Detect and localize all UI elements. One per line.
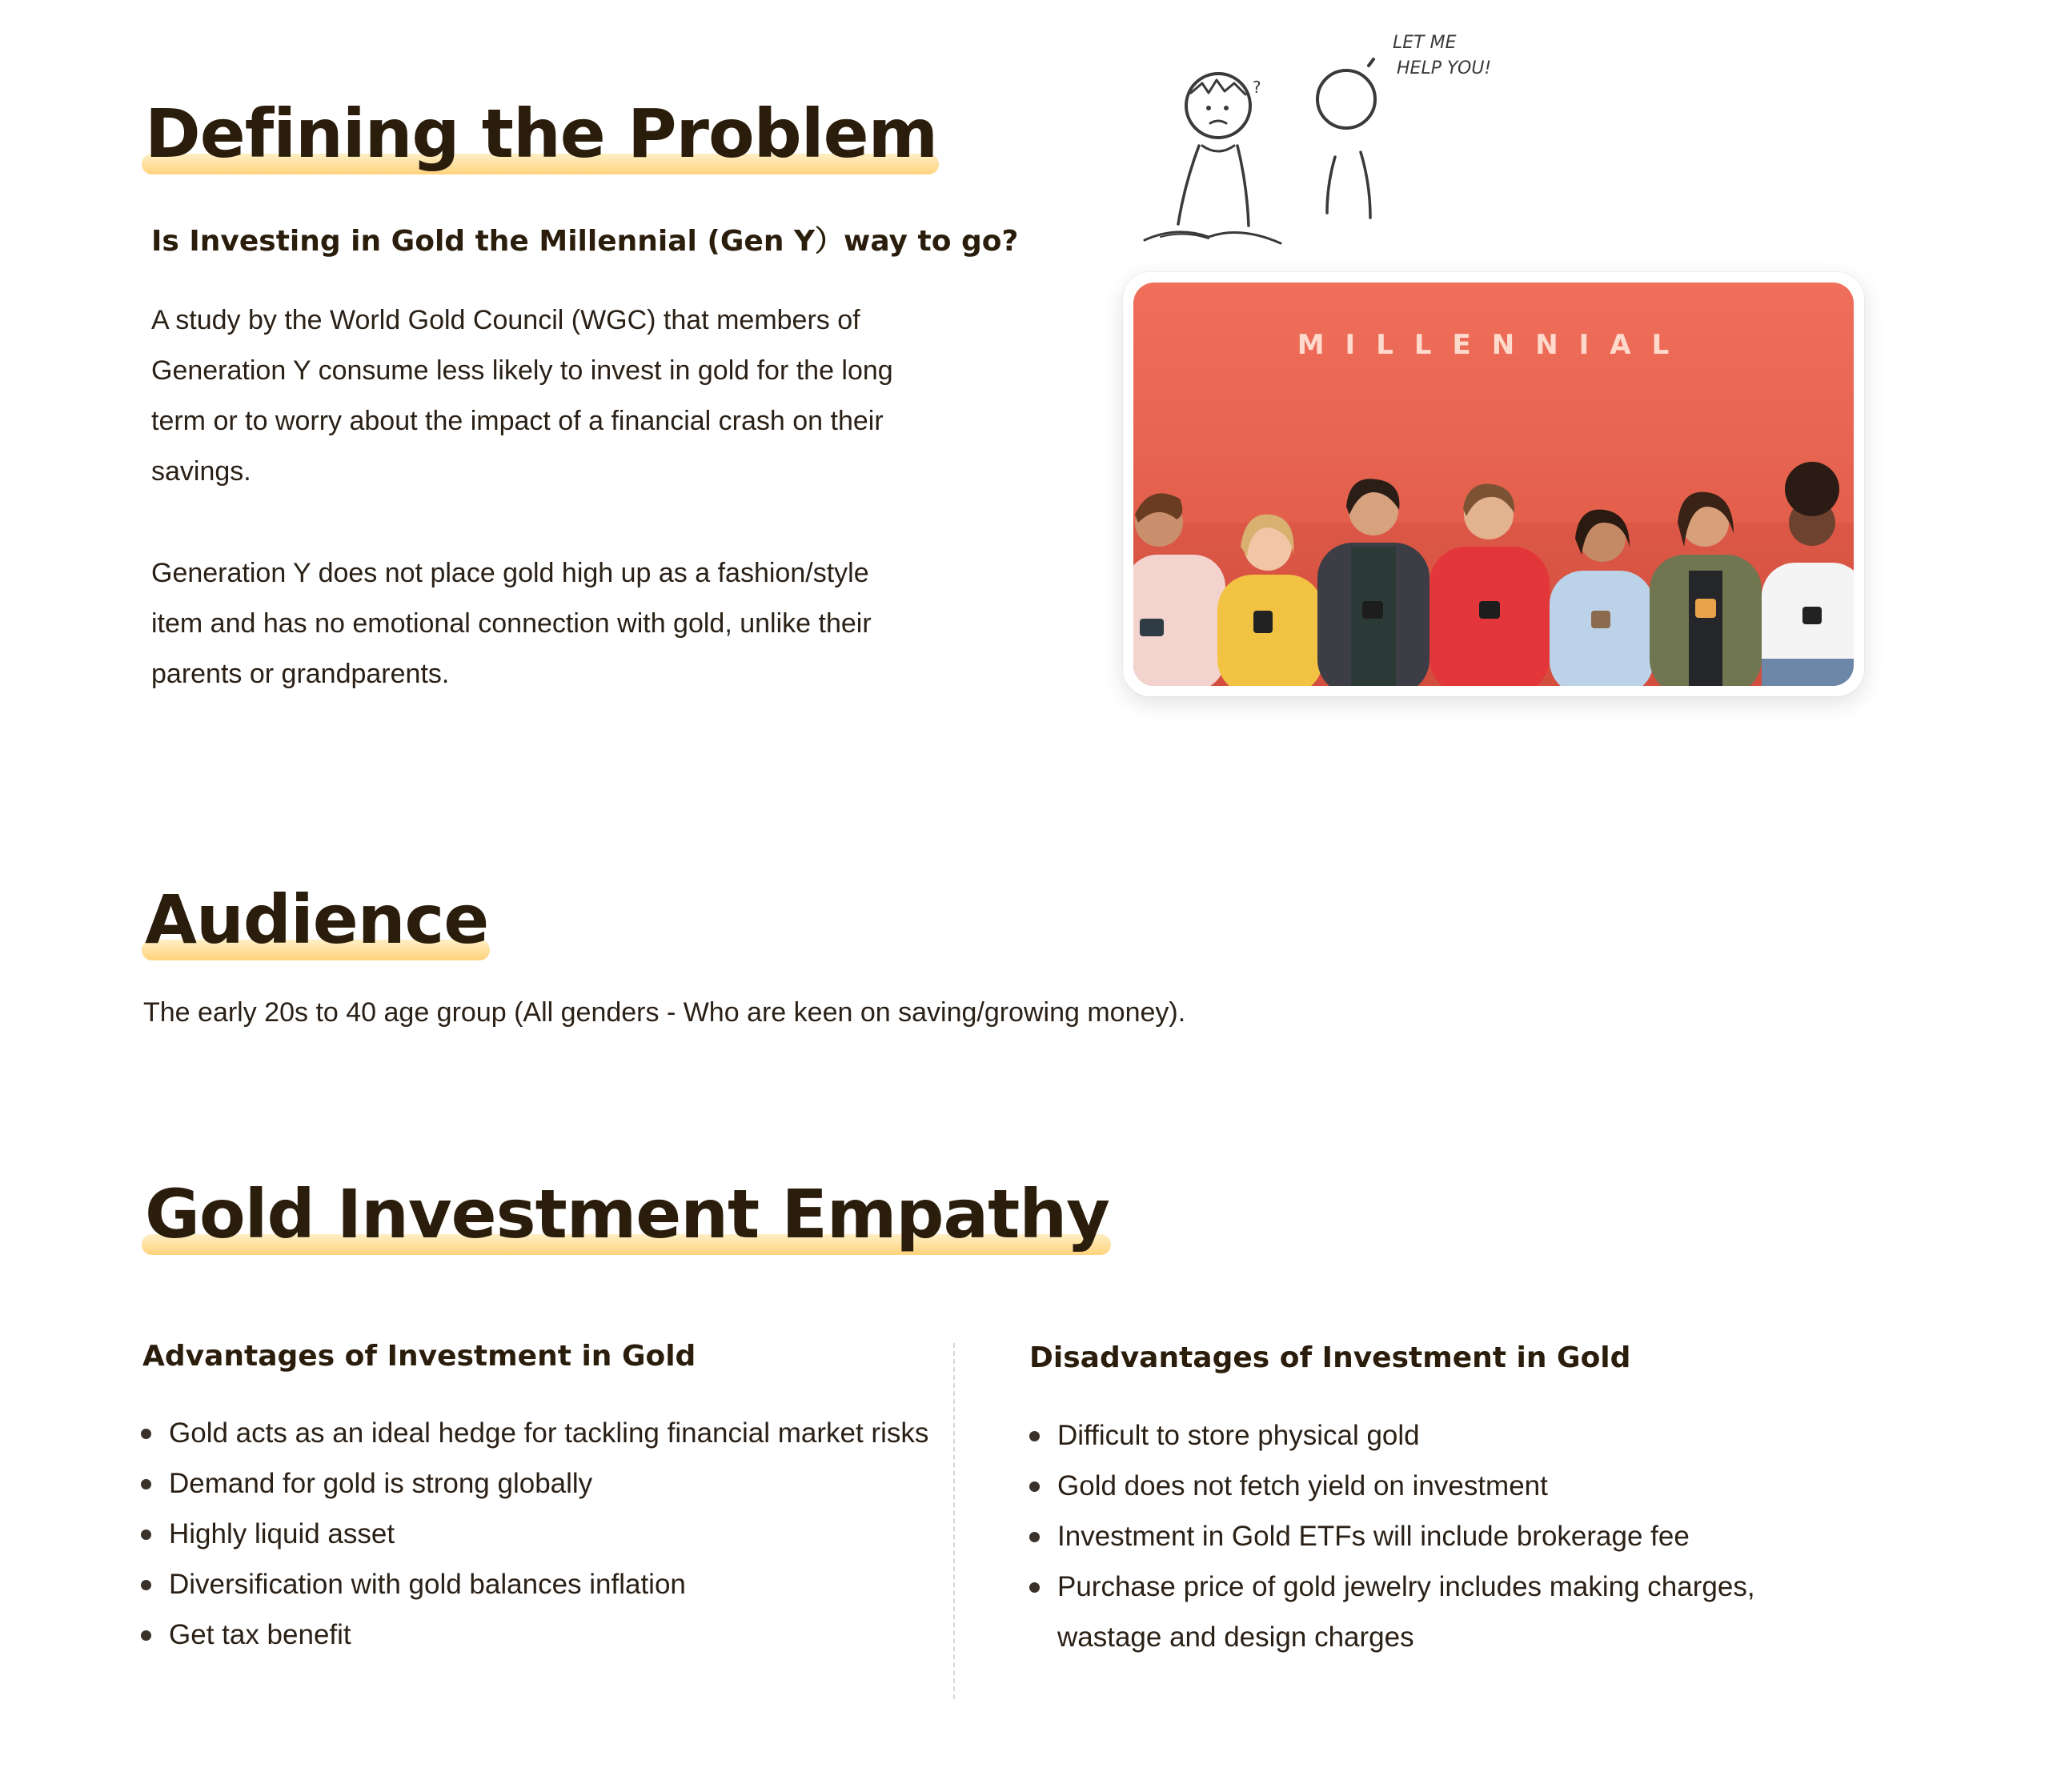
list-item: Demand for gold is strong globally: [141, 1458, 941, 1509]
bullet-icon: [1029, 1582, 1040, 1593]
list-item: Gold does not fetch yield on investment: [1029, 1461, 1782, 1511]
bullet-icon: [141, 1479, 151, 1489]
disadvantages-list: [1029, 1410, 1782, 1662]
problem-paragraph-1: A study by the World Gold Council (WGC) that members of Generation Y consume less likely to invest in gold for the long term or to worry about the impact of a financial crash on their savings.: [151, 305, 893, 487]
bullet-icon: [1029, 1431, 1040, 1441]
column-divider: [953, 1343, 955, 1699]
advantages-heading: Advantages of Investment in Gold: [142, 1340, 696, 1373]
person-3: [1317, 479, 1429, 686]
bullet-icon: [141, 1580, 151, 1590]
problem-paragraph-2: Generation Y does not place gold high up as a fashion/style item and has no emotional connection with gold, unlike their parents or grandparents.: [151, 558, 872, 689]
bullet-icon: [141, 1429, 151, 1439]
bullet-icon: [1029, 1532, 1040, 1542]
list-item: Diversification with gold balances inflation: [141, 1559, 941, 1610]
photo-label: MILLENNIAL: [1297, 329, 1690, 361]
list-item: Difficult to store physical gold: [1029, 1410, 1782, 1461]
millennial-photo: [1133, 283, 1854, 686]
list-item: Highly liquid asset: [141, 1509, 941, 1559]
bullet-icon: [141, 1529, 151, 1540]
audience-description: The early 20s to 40 age group (All genders - Who are keen on saving/growing money).: [143, 997, 1186, 1028]
list-item: Investment in Gold ETFs will include brokerage fee: [1029, 1511, 1782, 1561]
list-item: Gold acts as an ideal hedge for tackling financial market risks: [141, 1408, 941, 1458]
person-4: [1429, 484, 1550, 686]
svg-text:?: ?: [1253, 78, 1261, 97]
disadvantages-heading: Disadvantages of Investment in Gold: [1029, 1341, 1631, 1374]
audience-heading: Audience: [145, 876, 488, 964]
bullet-icon: [1029, 1481, 1040, 1492]
advantages-list: [141, 1408, 941, 1660]
bullet-icon: [141, 1630, 151, 1641]
person-7: [1762, 462, 1854, 686]
people-illustration: [1133, 283, 1854, 686]
person-1: [1133, 493, 1225, 686]
millennial-photo-card: [1123, 272, 1864, 696]
sketch-caption-line1: LET ME: [1393, 33, 1457, 53]
problem-question: Is Investing in Gold the Millennial (Gen Y）way to go?: [151, 225, 1019, 258]
stick-figures-sketch: [1129, 16, 1545, 260]
problem-heading: Defining the Problem: [145, 90, 937, 178]
sketch-caption-line2: HELP YOU!: [1397, 58, 1492, 78]
person-6: [1650, 492, 1762, 686]
empathy-heading: Gold Investment Empathy: [145, 1170, 1109, 1258]
list-item: Purchase price of gold jewelry includes making charges, wastage and design charges: [1029, 1561, 1782, 1662]
list-item: Get tax benefit: [141, 1610, 941, 1660]
